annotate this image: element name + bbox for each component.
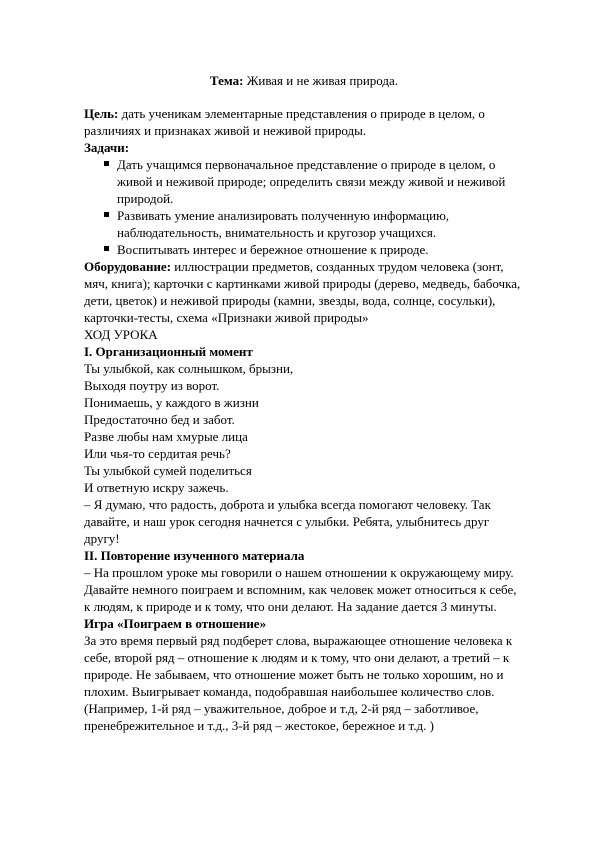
document-body <box>84 105 524 734</box>
tasks-list <box>84 156 524 258</box>
poem-line: Разве любы нам хмурые лица <box>84 429 248 444</box>
goal-text: дать ученикам элементарные представления о природе в целом, о различиях и признаках живой и неживой природы. <box>84 106 485 138</box>
equipment-label: Оборудование: <box>84 259 172 274</box>
poem-line: Выходя поутру из ворот. <box>84 378 220 393</box>
title-text: Живая и не живая природа. <box>243 73 399 88</box>
poem-line: Или чья-то сердитая речь? <box>84 446 231 461</box>
poem-line: Предостаточно бед и забот. <box>84 412 235 427</box>
poem-line: Понимаешь, у каждого в жизни <box>84 395 259 410</box>
section1-heading: I. Организационный момент <box>84 344 253 359</box>
equipment-text: иллюстрации предметов, созданных трудом человека (зонт, мяч, книга); карточки с картинками живой природы (дерево, медведь, бабочка, дети, цветок) и неживой природы (камни, звезды, вода, солнце, сосульки), карточки-тесты, схема «Признаки живой природы» <box>84 259 521 325</box>
bullet-icon <box>104 212 109 217</box>
page-title <box>84 72 524 89</box>
poem-line: И ответную искру зажечь. <box>84 480 229 495</box>
section2-text: – На прошлом уроке мы говорили о нашем отношении к окружающему миру. Давайте немного поиграем и вспомним, как человек может относиться к себе, к людям, к природе и к тому, что они делают. На задание дается 3 минуты. <box>84 565 517 614</box>
game-text: За это время первый ряд подберет слова, выражающее отношение человека к себе, второй ряд – отношение к людям и к тому, что они делают, а третий – к природе. Не забываем, что отношение может быть не только хорошим, но и плохим. Выигрывает команда, подобравшая наибольшее количество слов. (Например, 1-й ряд – уважительное, доброе и т.д, 2-й ряд – заботливое, пренебрежительное и т.д., 3-й ряд – жестокое, бережное и т.д. ) <box>84 633 513 733</box>
list-item <box>84 156 524 207</box>
section2-heading: II. Повторение изученного материала <box>84 548 305 563</box>
goal-paragraph <box>84 105 524 139</box>
goal-label: Цель: <box>84 106 119 121</box>
poem <box>84 360 524 496</box>
list-item <box>84 207 524 241</box>
task-text: Дать учащимся первоначальное представление о природе в целом, о живой и неживой природе; определить связи между живой и неживой природой. <box>117 157 506 206</box>
task-text: Воспитывать интерес и бережное отношение к природе. <box>117 242 429 257</box>
bullet-icon <box>104 246 109 251</box>
list-item <box>84 241 524 258</box>
tasks-label: Задачи: <box>84 140 130 155</box>
bullet-icon <box>104 161 109 166</box>
section1-text: – Я думаю, что радость, доброта и улыбка всегда помогают человеку. Так давайте, и наш урок сегодня начнется с улыбки. Ребята, улыбнитесь друг другу! <box>84 497 491 546</box>
task-text: Развивать умение анализировать полученную информацию, наблюдательность, внимательность и кругозор учащихся. <box>117 208 450 240</box>
lesson-heading: ХОД УРОКА <box>84 327 158 342</box>
game-heading: Игра «Поиграем в отношение» <box>84 616 267 631</box>
poem-line: Ты улыбкой сумей поделиться <box>84 463 252 478</box>
title-label: Тема: <box>209 73 244 88</box>
poem-line: Ты улыбкой, как солнышком, брызни, <box>84 361 294 376</box>
equipment-paragraph <box>84 258 524 326</box>
